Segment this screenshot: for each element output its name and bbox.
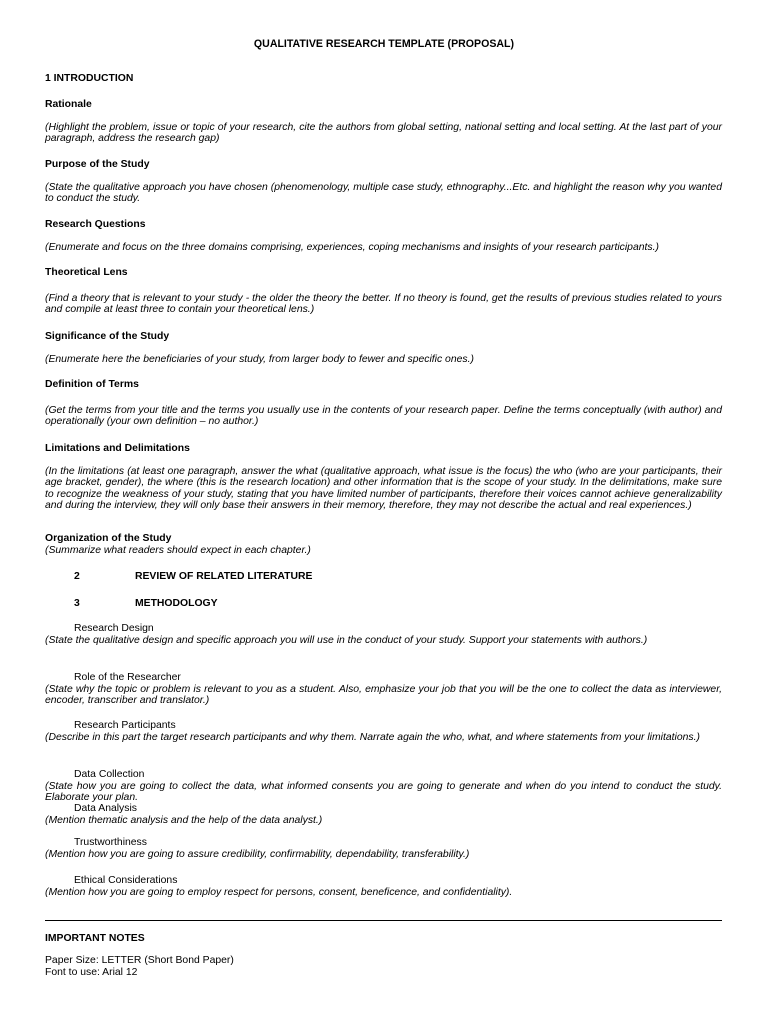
- subheading-organization: Organization of the Study: [45, 533, 172, 544]
- subheading-trustworthiness: Trustworthiness: [74, 837, 147, 848]
- subheading-purpose: Purpose of the Study: [45, 159, 150, 170]
- subheading-research-participants: Research Participants: [74, 720, 176, 731]
- chapter-2-title: REVIEW OF RELATED LITERATURE: [135, 571, 313, 582]
- horizontal-divider: [45, 920, 722, 921]
- paragraph-data-collection: (State how you are going to collect the data, what informed consents you are going to generate and when do you intend to conduct the study. Elaborate your plan.: [45, 781, 722, 804]
- notes-heading: IMPORTANT NOTES: [45, 933, 145, 944]
- subheading-role-of-researcher: Role of the Researcher: [74, 672, 181, 683]
- chapter-3-number: 3: [74, 598, 80, 609]
- subheading-data-collection: Data Collection: [74, 769, 145, 780]
- paragraph-theoretical-lens: (Find a theory that is relevant to your study - the older the theory the better. If no theory is found, get the results of previous studies related to yours and compile at least three to contain your theoretical lens.): [45, 293, 722, 316]
- subheading-rationale: Rationale: [45, 99, 92, 110]
- paragraph-significance: (Enumerate here the beneficiaries of your study, from larger body to fewer and specific ones.): [45, 354, 474, 365]
- subheading-research-design: Research Design: [74, 623, 154, 634]
- subheading-research-questions: Research Questions: [45, 219, 146, 230]
- paragraph-trustworthiness: (Mention how you are going to assure credibility, confirmability, dependability, transferability.): [45, 849, 470, 860]
- paragraph-research-design: (State the qualitative design and specific approach you will use in the conduct of your study. Support your statements with authors.): [45, 635, 648, 646]
- paragraph-data-analysis: (Mention thematic analysis and the help of the data analyst.): [45, 815, 323, 826]
- paragraph-organization: (Summarize what readers should expect in each chapter.): [45, 545, 311, 556]
- subheading-data-analysis: Data Analysis: [74, 803, 137, 814]
- note-font: Font to use: Arial 12: [45, 967, 138, 978]
- subheading-theoretical-lens: Theoretical Lens: [45, 267, 128, 278]
- subheading-limitations: Limitations and Delimitations: [45, 443, 190, 454]
- paragraph-ethical-considerations: (Mention how you are going to employ respect for persons, consent, beneficence, and confidentiality).: [45, 887, 513, 898]
- paragraph-research-questions: (Enumerate and focus on the three domains comprising, experiences, coping mechanisms and insights of your research participants.): [45, 242, 659, 253]
- paragraph-research-participants: (Describe in this part the target research participants and why them. Narrate again the who, what, and where statements from your limitations.): [45, 732, 700, 743]
- paragraph-role-of-researcher: (State why the topic or problem is relevant to you as a student. Also, emphasize your job that you will be the one to collect the data as interviewer, encoder, transcriber and translator.): [45, 684, 722, 707]
- subheading-significance: Significance of the Study: [45, 331, 170, 342]
- subheading-definition-of-terms: Definition of Terms: [45, 379, 139, 390]
- paragraph-rationale: (Highlight the problem, issue or topic of your research, cite the authors from global setting, national setting and local setting. At the last part of your paragraph, address the research gap): [45, 122, 722, 145]
- document-title: QUALITATIVE RESEARCH TEMPLATE (PROPOSAL): [253, 38, 515, 50]
- section-heading-introduction: 1 INTRODUCTION: [45, 73, 134, 84]
- subheading-ethical-considerations: Ethical Considerations: [74, 875, 178, 886]
- paragraph-limitations: (In the limitations (at least one paragraph, answer the what (qualitative approach, what issue is the focus) the who (who are your participants, their age bracket, gender), the where (this is the research location) and other information that is the scope of your study. In the delimitations, make sure to recognize the weakness of your study, stating that you have limited number of participants, therefore their voices cannot achieve generalizability and during the interview, they will only base their answers in their memory, therefore, they may not describe the actual and real experiences.): [45, 466, 722, 511]
- note-paper-size: Paper Size: LETTER (Short Bond Paper): [45, 955, 234, 966]
- chapter-3-title: METHODOLOGY: [135, 598, 218, 609]
- chapter-2-number: 2: [74, 571, 80, 582]
- paragraph-definition-of-terms: (Get the terms from your title and the terms you usually use in the contents of your research paper. Define the terms conceptually (with author) and operationally (your own definition – no author.): [45, 405, 722, 428]
- paragraph-purpose: (State the qualitative approach you have chosen (phenomenology, multiple case study, ethnography...Etc. and highlight the reason why you wanted to conduct the study.: [45, 182, 722, 205]
